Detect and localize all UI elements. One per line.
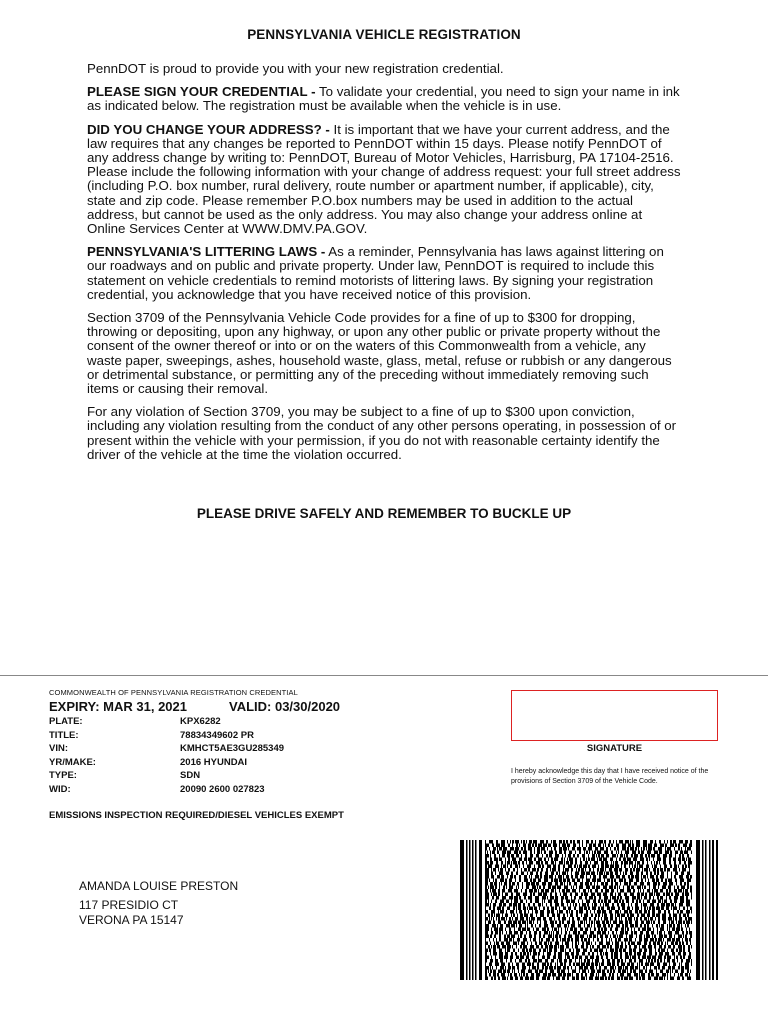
- notice-body: [87, 62, 682, 471]
- intro-paragraph: PennDOT is proud to provide you with your new registration credential.: [87, 61, 504, 76]
- field-row-yr-make: [49, 757, 349, 771]
- pdf417-barcode: [460, 840, 718, 980]
- drive-safely-banner: PLEASE DRIVE SAFELY AND REMEMBER TO BUCKLE UP: [196, 506, 572, 521]
- field-value: SDN: [180, 770, 201, 782]
- document-title: PENNSYLVANIA VEHICLE REGISTRATION: [247, 27, 521, 42]
- address-change-text: It is important that we have your current address, and the law requires that any changes be reported to PennDOT within 15 days. Please notify PennDOT of any address change by writing to: PennDOT, Bureau of Motor Vehicles, Harrisburg, PA 17104-2516. Please include the following information with your change of address request: your full street address (including P.O. box number, rural delivery, route number or apartment number, if applicable), city, state and zip code. Please remember P.O.box numbers may be used in addition to the actual address, but cannot be used as the only address. You may also change your address online at Online Services Center at WWW.DMV.PA.GOV.: [87, 121, 681, 237]
- section-3709-paragraph: Section 3709 of the Pennsylvania Vehicle Code provides for a fine of up to $300 for dropping, throwing or depositing, upon any highway, or upon any other public or private property without the consent of the owner thereof or into or on the waters of this Commonwealth from a vehicle, any waste paper, sweepings, ashes, household waste, glass, metal, refuse or rubbish or any dangerous or detrimental substance, or permitting any of the preceding without immediately removing such items or causing their removal.: [87, 310, 672, 397]
- littering-text: As a reminder, Pennsylvania has laws against littering on our roadways and on public and private property. Under law, PennDOT is required to include this statement on vehicle credentials to remind motorists of littering laws. By signing your registration credential, you acknowledge that you have received notice of this provision.: [87, 244, 664, 302]
- credential-dates: [49, 699, 341, 714]
- address-change-heading: DID YOU CHANGE YOUR ADDRESS? -: [87, 121, 330, 137]
- field-label: YR/MAKE:: [49, 756, 96, 768]
- address-change-paragraph: [87, 123, 682, 237]
- vehicle-fields: [49, 716, 349, 798]
- owner-name: AMANDA LOUISE PRESTON: [79, 879, 239, 893]
- field-value: 78834349602 PR: [180, 729, 254, 741]
- sign-heading: PLEASE SIGN YOUR CREDENTIAL -: [87, 84, 316, 100]
- littering-heading: PENNSYLVANIA'S LITTERING LAWS -: [87, 244, 326, 260]
- signature-label: SIGNATURE: [586, 743, 643, 754]
- field-value: KMHCT5AE3GU285349: [180, 743, 285, 755]
- emissions-notice: EMISSIONS INSPECTION REQUIRED/DIESEL VEHICLES EXEMPT: [49, 810, 344, 821]
- expiry-date: EXPIRY: MAR 31, 2021: [49, 699, 187, 714]
- field-label: TYPE:: [49, 770, 77, 782]
- signature-box[interactable]: [511, 690, 718, 741]
- sign-paragraph: [87, 85, 682, 113]
- valid-date: VALID: 03/30/2020: [229, 699, 341, 714]
- field-value: 2016 HYUNDAI: [180, 756, 248, 768]
- credential-header: COMMONWEALTH OF PENNSYLVANIA REGISTRATION CREDENTIAL: [49, 688, 298, 697]
- field-row-vin: [49, 743, 349, 757]
- field-label: PLATE:: [49, 716, 83, 727]
- field-row-type: [49, 770, 349, 784]
- field-label: WID:: [49, 783, 71, 795]
- owner-street: 117 PRESIDIO CT: [79, 897, 179, 912]
- violation-paragraph: For any violation of Section 3709, you may be subject to a fine of up to $300 upon conviction, including any violation resulting from the conduct of any other persons operating, in possession of or present within the vehicle with your permission, if you do not with reasonable certainty identify the driver of the vehicle at the time the violation occurred.: [87, 404, 677, 462]
- perforation-divider: [0, 675, 768, 676]
- field-row-wid: [49, 784, 349, 798]
- sign-text: To validate your credential, you need to sign your name in ink as indicated below. The registration must be available when the vehicle is in use.: [87, 84, 680, 114]
- field-label: TITLE:: [49, 729, 79, 741]
- owner-city-state-zip: VERONA PA 15147: [79, 913, 184, 927]
- owner-address: [79, 879, 238, 929]
- littering-paragraph: [87, 245, 682, 302]
- field-row-title: [49, 730, 349, 744]
- field-value: KPX6282: [180, 716, 221, 727]
- field-row-plate: [49, 716, 349, 730]
- acknowledgement-text: I hereby acknowledge this day that I have received notice of the provisions of Section 3709 of the Vehicle Code.: [511, 768, 709, 785]
- field-value: 20090 2600 027823: [180, 783, 265, 795]
- field-label: VIN:: [49, 743, 68, 755]
